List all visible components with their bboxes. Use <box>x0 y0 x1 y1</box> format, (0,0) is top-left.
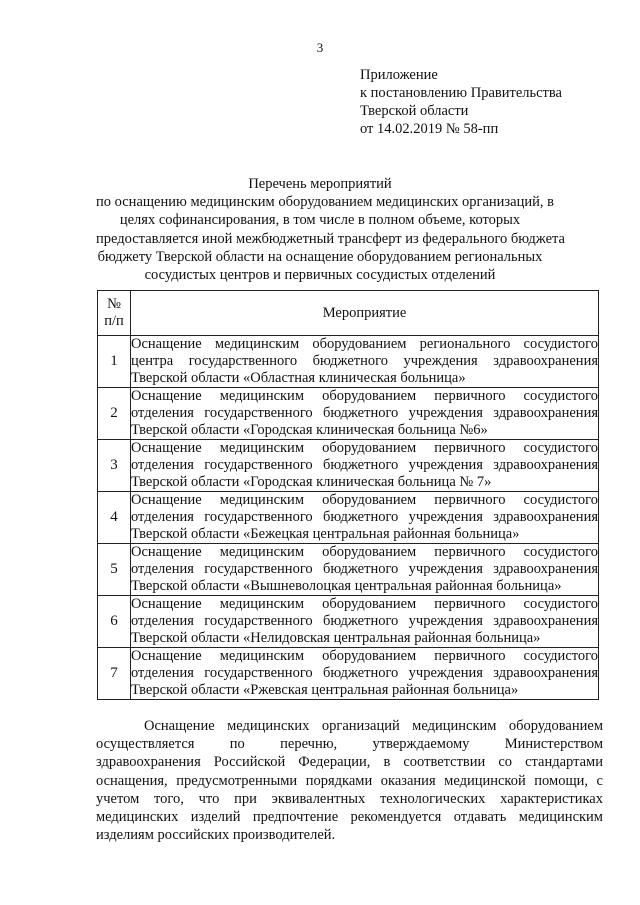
table-row <box>98 596 599 648</box>
closing-line: изделиям российских производителей. <box>96 827 336 844</box>
table-header-row <box>98 291 599 336</box>
title-line: бюджету Тверской области на оснащение оборудованием региональных <box>97 248 543 265</box>
page-number: 3 <box>316 40 324 55</box>
row-number: 5 <box>98 544 131 596</box>
measure-line: Тверской области «Областная клиническая больница» <box>131 370 466 386</box>
measure-line: Тверской области «Вышневолоцкая центральная районная больница» <box>131 578 562 594</box>
measures-table <box>97 290 599 700</box>
title-line: предоставляется иной межбюджетный трансферт из федерального бюджета <box>96 230 565 247</box>
table-row <box>98 388 599 440</box>
measure-line: Оснащение медицинским оборудованием первичного сосудистого <box>131 388 598 404</box>
measure-line: Оснащение медицинским оборудованием первичного сосудистого <box>131 544 598 560</box>
appendix-line: к постановлению Правительства <box>360 85 562 101</box>
measure-line: Тверской области «Городская клиническая больница № 7» <box>131 474 492 490</box>
closing-line: осуществляется по перечню, утверждаемому Министерством <box>96 736 603 753</box>
row-measure <box>131 544 599 596</box>
measure-line: Оснащение медицинским оборудованием первичного сосудистого <box>131 648 598 664</box>
closing-line: здравоохранения Российской Федерации, в соответствии со стандартами <box>96 754 603 771</box>
title-line: по оснащению медицинским оборудованием медицинских организаций, в <box>96 194 554 211</box>
closing-line: медицинских изделий предпочтение рекомендуется отдавать медицинским <box>96 809 603 826</box>
row-measure <box>131 388 599 440</box>
row-number: 1 <box>98 336 131 388</box>
title-line: сосудистых центров и первичных сосудистых отделений <box>144 267 496 284</box>
row-measure <box>131 596 599 648</box>
measure-line: Тверской области «Нелидовская центральная районная больница» <box>131 630 541 646</box>
row-number: 6 <box>98 596 131 648</box>
header-measure-cell: Мероприятие <box>131 291 599 336</box>
measure-line: центра государственного бюджетного учреждения здравоохранения <box>131 353 598 369</box>
measure-line: отделения государственного бюджетного учреждения здравоохранения <box>131 405 598 421</box>
table-row <box>98 544 599 596</box>
appendix-date-line: от 14.02.2019 № 58-пп <box>360 121 499 137</box>
measure-line: Тверской области «Бежецкая центральная районная больница» <box>131 526 520 542</box>
measure-line: отделения государственного бюджетного учреждения здравоохранения <box>131 457 598 473</box>
row-measure <box>131 492 599 544</box>
measure-line: Оснащение медицинским оборудованием первичного сосудистого <box>131 492 598 508</box>
measure-line: Оснащение медицинским оборудованием первичного сосудистого <box>131 596 598 612</box>
measure-line: Тверской области «Ржевская центральная районная больница» <box>131 682 519 698</box>
closing-paragraph <box>96 717 603 844</box>
table-row <box>98 440 599 492</box>
appendix-block <box>360 66 620 138</box>
title-heading: Перечень мероприятий <box>248 176 392 192</box>
closing-line: оснащения, предусмотренными порядками оказания медицинской помощи, с <box>96 772 603 789</box>
measure-line: отделения государственного бюджетного учреждения здравоохранения <box>131 509 598 525</box>
row-measure <box>131 336 599 388</box>
header-number-abbr: п/п <box>104 313 124 329</box>
row-number: 4 <box>98 492 131 544</box>
appendix-line: Приложение <box>360 67 438 83</box>
table-row <box>98 648 599 700</box>
row-measure <box>131 648 599 700</box>
measure-line: отделения государственного бюджетного учреждения здравоохранения <box>131 665 598 681</box>
document-title <box>96 175 565 284</box>
row-number: 3 <box>98 440 131 492</box>
measure-line: Оснащение медицинским оборудованием регионального сосудистого <box>131 336 598 352</box>
measure-line: отделения государственного бюджетного учреждения здравоохранения <box>131 561 598 577</box>
measure-line: отделения государственного бюджетного учреждения здравоохранения <box>131 613 598 629</box>
table-row <box>98 336 599 388</box>
measure-line: Оснащение медицинским оборудованием первичного сосудистого <box>131 440 598 456</box>
title-line: целях софинансирования, в том числе в полном объеме, которых <box>119 212 521 229</box>
row-measure <box>131 440 599 492</box>
header-number-sign: № <box>107 296 121 312</box>
table-row <box>98 492 599 544</box>
row-number: 2 <box>98 388 131 440</box>
row-number: 7 <box>98 648 131 700</box>
appendix-line: Тверской области <box>360 103 469 119</box>
closing-line: Оснащение медицинских организаций медицинским оборудованием <box>144 718 603 734</box>
measure-line: Тверской области «Городская клиническая больница №6» <box>131 422 488 438</box>
closing-line: учетом того, что при эквивалентных технологических характеристиках <box>96 790 603 807</box>
header-number-cell <box>98 291 131 336</box>
